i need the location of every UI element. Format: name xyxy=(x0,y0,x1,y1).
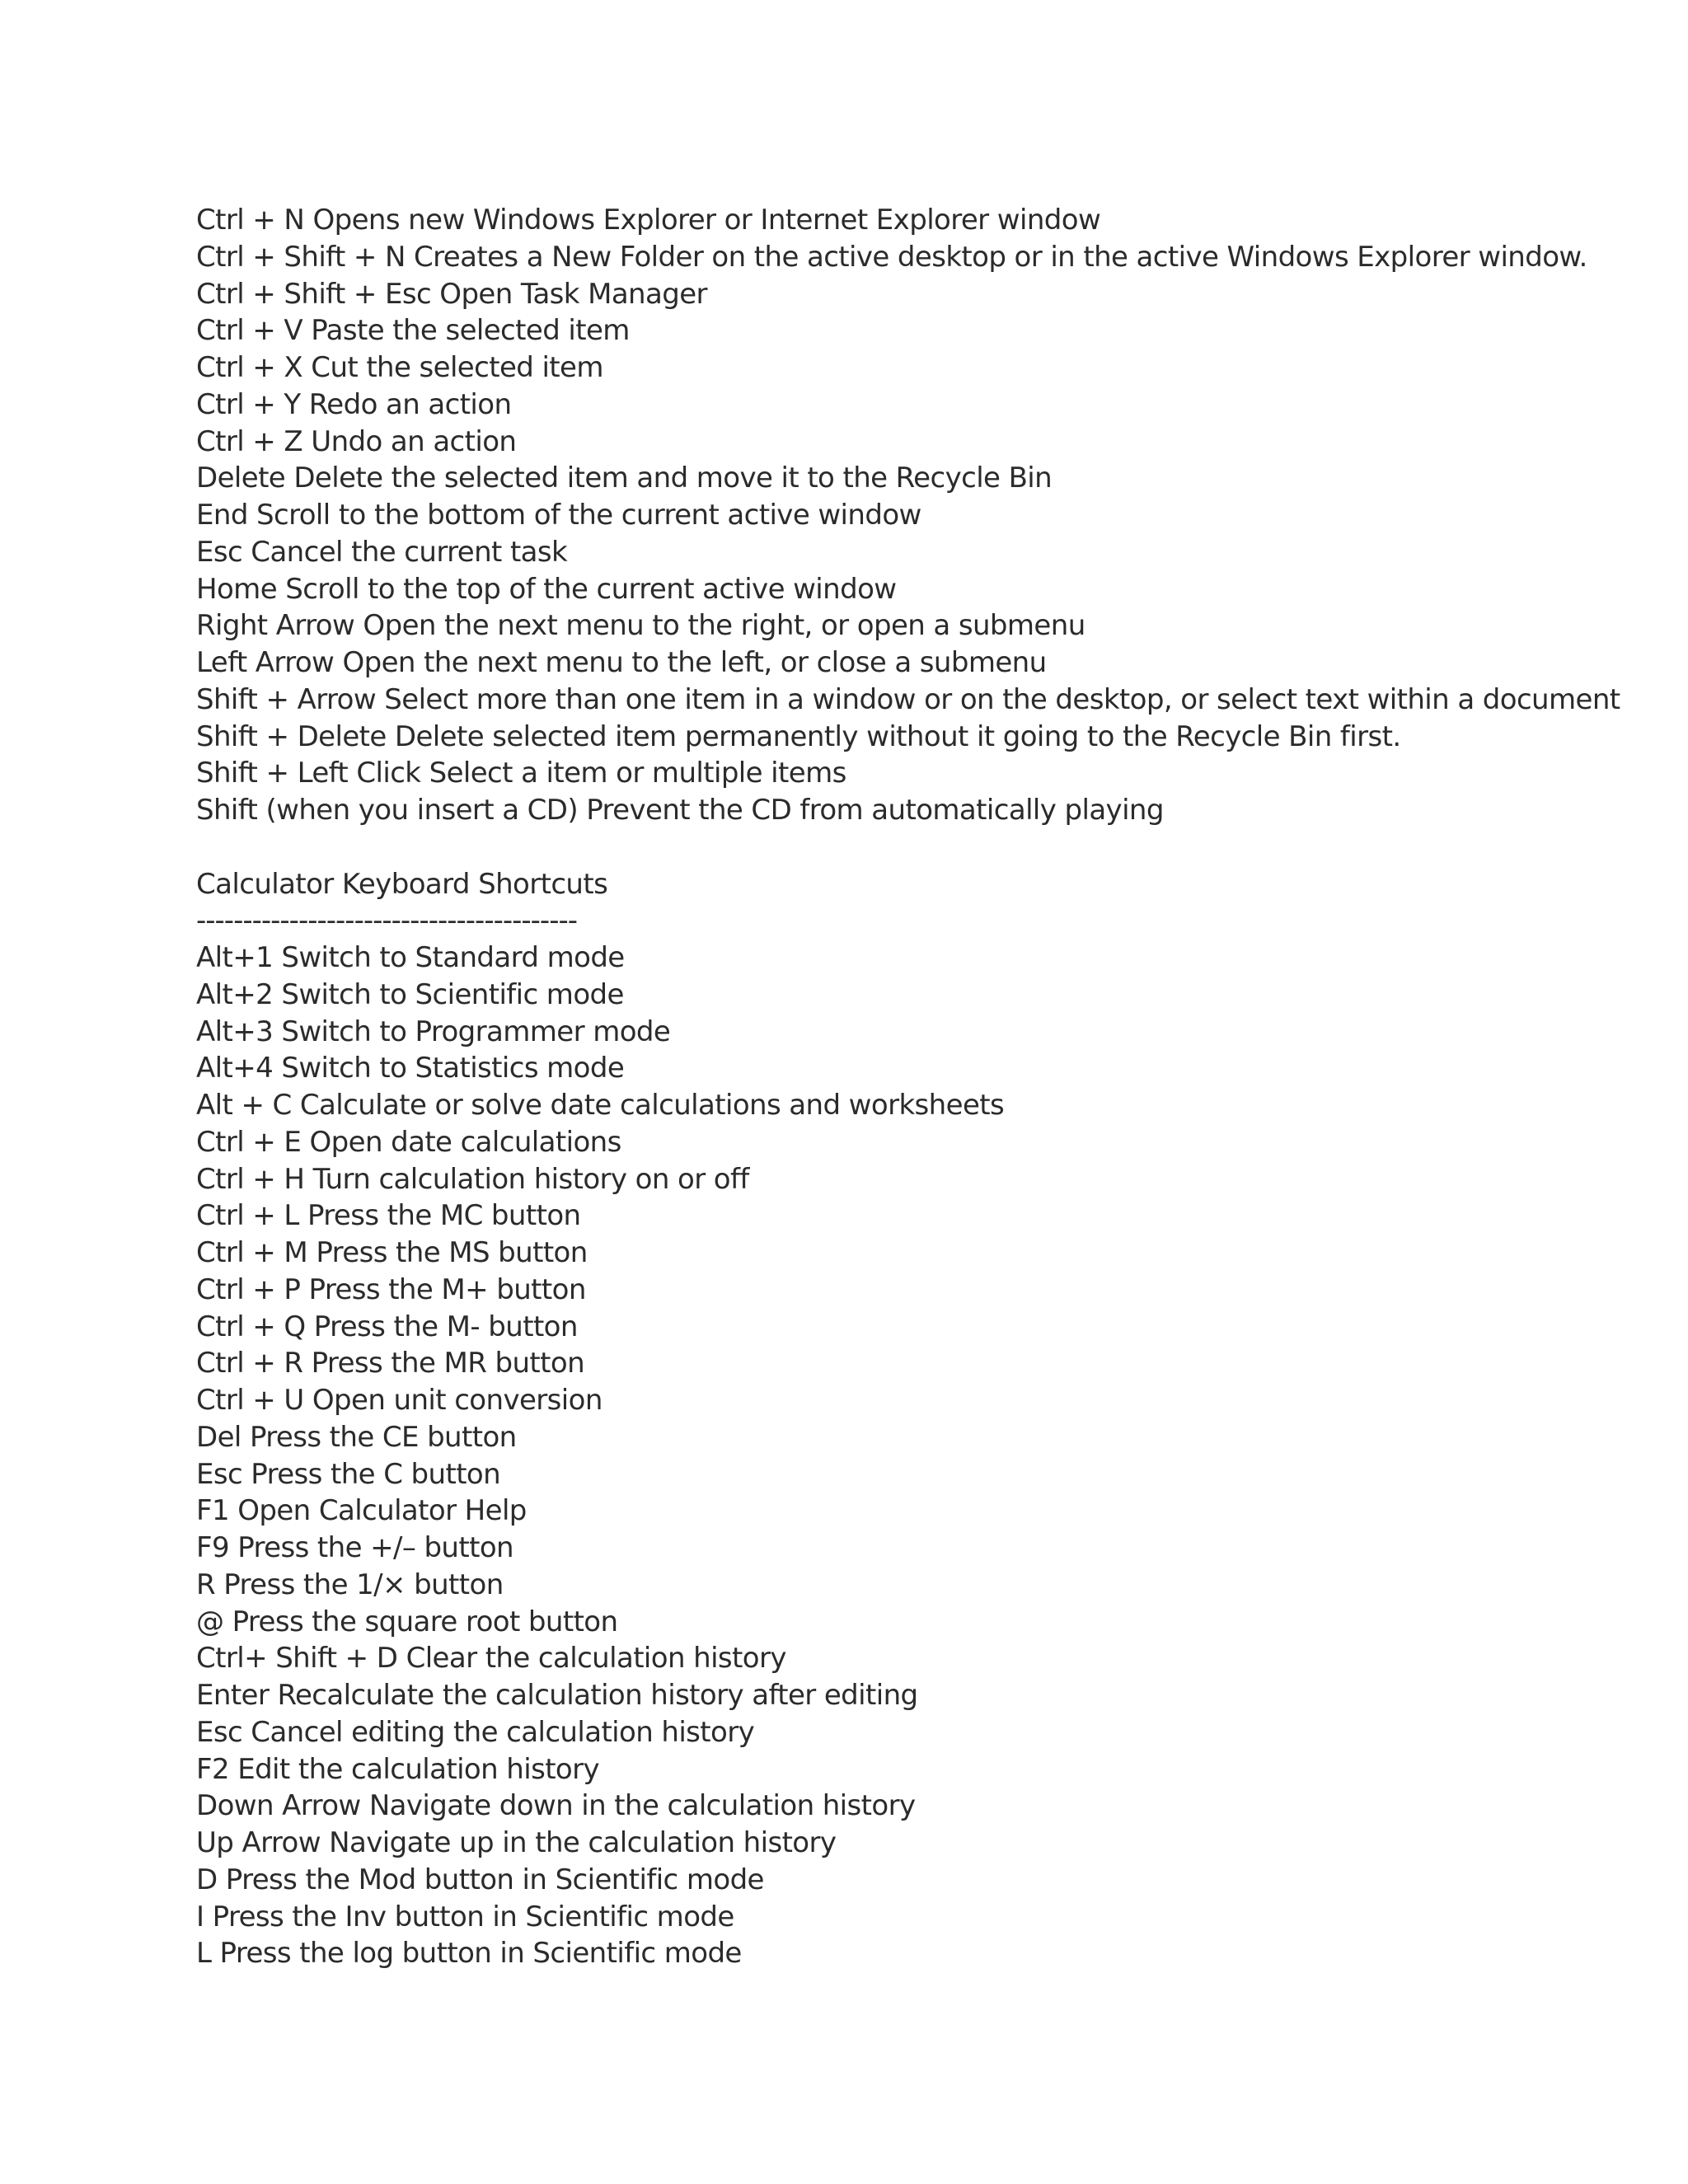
shortcut-line: Ctrl + Shift + Esc Open Task Manager xyxy=(196,277,707,311)
blank-line xyxy=(196,829,1663,866)
shortcut-line: I Press the Inv button in Scientific mode xyxy=(196,1900,734,1933)
shortcut-line: Esc Cancel editing the calculation history xyxy=(196,1715,755,1749)
section-separator: ----------------------------------------- xyxy=(196,904,578,938)
shortcut-line: R Press the 1/× button xyxy=(196,1568,504,1601)
shortcut-line: Esc Cancel the current task xyxy=(196,535,568,569)
section-heading: Calculator Keyboard Shortcuts xyxy=(196,867,608,901)
shortcut-line: Ctrl + Y Redo an action xyxy=(196,387,512,421)
shortcut-line: Alt+3 Switch to Programmer mode xyxy=(196,1015,671,1048)
shortcut-line: F2 Edit the calculation history xyxy=(196,1752,600,1786)
shortcut-line: Ctrl + L Press the MC button xyxy=(196,1199,581,1233)
shortcut-line: Alt+4 Switch to Statistics mode xyxy=(196,1052,625,1085)
shortcut-line: Home Scroll to the top of the current active window xyxy=(196,572,897,606)
shortcut-line: Left Arrow Open the next menu to the left, or close a submenu xyxy=(196,646,1047,679)
calculator-section xyxy=(196,866,1663,1973)
shortcut-line: Ctrl + H Turn calculation history on or off xyxy=(196,1162,749,1196)
shortcut-line: Ctrl + R Press the MR button xyxy=(196,1347,585,1380)
shortcut-line: Alt+1 Switch to Standard mode xyxy=(196,941,625,974)
shortcut-line: Ctrl + U Open unit conversion xyxy=(196,1384,603,1417)
shortcut-line: @ Press the square root button xyxy=(196,1605,618,1638)
windows-shortcut-list xyxy=(196,202,1663,829)
shortcut-line: Right Arrow Open the next menu to the right, or open a submenu xyxy=(196,609,1085,643)
shortcut-line: Ctrl + M Press the MS button xyxy=(196,1236,588,1269)
shortcut-line: Delete Delete the selected item and move it to the Recycle Bin xyxy=(196,462,1053,495)
shortcut-line: Del Press the CE button xyxy=(196,1420,517,1454)
shortcut-line: Ctrl + V Paste the selected item xyxy=(196,314,630,348)
shortcut-line: Ctrl + N Opens new Windows Explorer or Internet Explorer window xyxy=(196,204,1101,237)
shortcut-line: Esc Press the C button xyxy=(196,1457,501,1491)
shortcut-line: Ctrl + X Cut the selected item xyxy=(196,351,603,384)
shortcut-line: Shift + Left Click Select a item or multiple items xyxy=(196,757,846,790)
shortcut-line: Down Arrow Navigate down in the calculation history xyxy=(196,1789,916,1823)
shortcut-line: Shift + Delete Delete selected item permanently without it going to the Recycle Bin first. xyxy=(196,719,1401,753)
shortcut-line: Ctrl + E Open date calculations xyxy=(196,1125,621,1159)
shortcut-line: Ctrl + Shift + N Creates a New Folder on the active desktop or in the active Windows Explorer window. xyxy=(196,240,1587,274)
shortcut-line: Ctrl+ Shift + D Clear the calculation history xyxy=(196,1642,786,1675)
shortcut-line: F1 Open Calculator Help xyxy=(196,1494,527,1528)
shortcut-line: F9 Press the +/– button xyxy=(196,1531,513,1564)
shortcut-line: Ctrl + Z Undo an action xyxy=(196,424,517,458)
calculator-shortcut-list xyxy=(196,940,1663,1972)
shortcut-line: Alt + C Calculate or solve date calculations and worksheets xyxy=(196,1089,1005,1122)
document-body xyxy=(196,202,1663,1972)
shortcut-line: Shift (when you insert a CD) Prevent the CD from automatically playing xyxy=(196,794,1164,827)
shortcut-line: Ctrl + Q Press the M- button xyxy=(196,1310,578,1343)
shortcut-line: Up Arrow Navigate up in the calculation history xyxy=(196,1826,837,1859)
shortcut-line: L Press the log button in Scientific mode xyxy=(196,1937,742,1971)
shortcut-line: Alt+2 Switch to Scientific mode xyxy=(196,977,624,1011)
shortcut-line: Ctrl + P Press the M+ button xyxy=(196,1272,586,1306)
shortcut-line: Enter Recalculate the calculation history after editing xyxy=(196,1679,918,1712)
shortcut-line: End Scroll to the bottom of the current active window xyxy=(196,499,921,532)
shortcut-line: Shift + Arrow Select more than one item in a window or on the desktop, or select text within a document xyxy=(196,682,1620,716)
shortcut-line: D Press the Mod button in Scientific mode xyxy=(196,1863,764,1896)
